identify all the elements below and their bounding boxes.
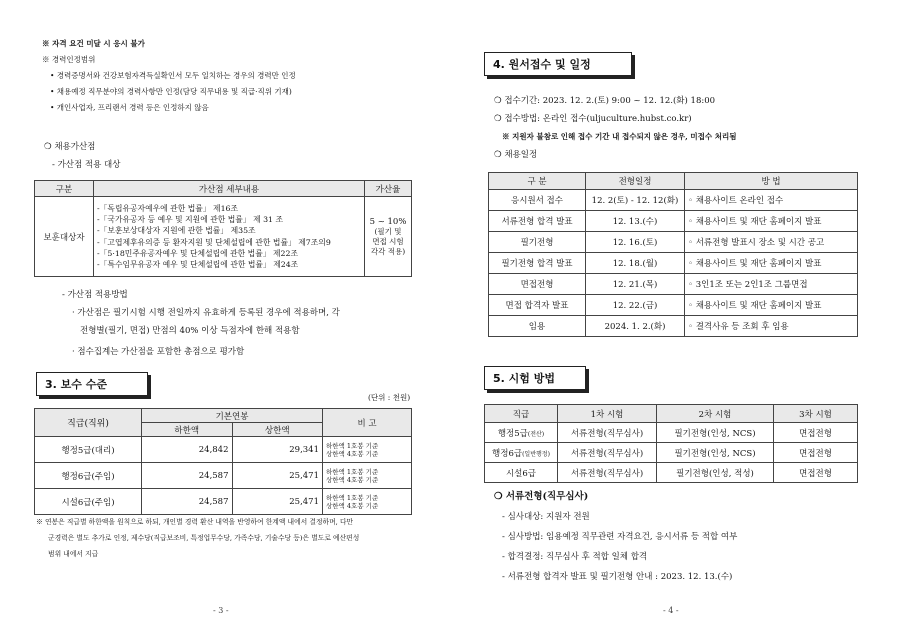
exam-second: 필기전형(인성, NCS) bbox=[657, 443, 774, 463]
pay-header-high: 상한액 bbox=[232, 423, 323, 437]
schedule-stage: 면접전형 bbox=[489, 274, 586, 295]
document-screening-item: - 서류전형 합격자 발표 및 필기전형 안내 : 2023. 12. 13.(수) bbox=[502, 572, 733, 582]
unit-label: (단위 : 천원) bbox=[368, 393, 411, 402]
schedule-stage: 면접 합격자 발표 bbox=[489, 295, 586, 316]
schedule-method: ◦ 채용사이트 및 재단 홈페이지 발표 bbox=[685, 295, 858, 316]
method-line: 전형별(필기, 면접) 만점의 40% 이상 득점자에 한해 적용함 bbox=[80, 326, 300, 336]
method-title: - 가산점 적용방법 bbox=[62, 290, 128, 300]
experience-bullet: • 경력증명서와 건강보험자격득실확인서 모두 일치하는 경우의 경력만 인정 bbox=[50, 71, 296, 80]
pay-low: 24,842 bbox=[142, 437, 233, 463]
law-item: -「특수임무유공자 예우 및 단체설립에 관한 법률」 제24조 bbox=[97, 259, 299, 269]
pay-header-grade: 직급(직위) bbox=[35, 409, 142, 437]
schedule-stage: 서류전형 합격 발표 bbox=[489, 211, 586, 232]
pay-row bbox=[35, 463, 412, 489]
section-3-title: 3. 보수 수준 bbox=[36, 372, 148, 396]
exam-grade-sub: (전산) bbox=[527, 430, 545, 438]
bonus-rate bbox=[365, 197, 412, 277]
pay-note bbox=[323, 437, 412, 463]
section-5-title: 5. 시험 방법 bbox=[484, 366, 586, 390]
method-text: ❍ 접수방법: 온라인 접수(uljuculture.hubst.co.kr) bbox=[494, 114, 692, 124]
bonus-table bbox=[34, 180, 412, 277]
schedule-method: ◦ 채용사이트 온라인 접수 bbox=[685, 190, 858, 211]
schedule-stage: 응시원서 접수 bbox=[489, 190, 586, 211]
schedule-date: 2024. 1. 2.(화) bbox=[586, 316, 685, 337]
schedule-method: ◦ 채용사이트 및 재단 홈페이지 발표 bbox=[685, 253, 858, 274]
exam-table bbox=[484, 404, 858, 483]
pay-low: 24,587 bbox=[142, 489, 233, 515]
pay-note bbox=[323, 463, 412, 489]
schedule-row bbox=[489, 274, 858, 295]
schedule-date: 12. 13.(수) bbox=[586, 211, 685, 232]
schedule-row bbox=[489, 232, 858, 253]
experience-title: ※ 경력인정범위 bbox=[42, 55, 96, 64]
schedule-stage: 임용 bbox=[489, 316, 586, 337]
pay-note-line: 상한액 4호봉 기준 bbox=[326, 501, 379, 510]
exam-third: 면접전형 bbox=[774, 443, 858, 463]
footnote-line: ※ 연봉은 직급별 하한액을 원칙으로 하되, 개인별 경력 환산 내역을 반영하여 한계액 내에서 결정하며, 다만 bbox=[36, 518, 354, 526]
bonus-header: 가산율 bbox=[365, 181, 412, 197]
schedule-stage: 필기전형 bbox=[489, 232, 586, 253]
exam-grade bbox=[485, 443, 558, 463]
bonus-header: 가산점 세부내용 bbox=[94, 181, 365, 197]
pay-row bbox=[35, 437, 412, 463]
period-text: ❍ 접수기간: 2023. 12. 2.(토) 9:00 ~ 12. 12.(화) 18:00 bbox=[494, 96, 716, 106]
exam-second: 필기전형(인성, NCS) bbox=[657, 423, 774, 443]
pay-note-line: 상한액 4호봉 기준 bbox=[326, 449, 379, 458]
exam-header: 2차 시험 bbox=[657, 405, 774, 423]
pay-footnote bbox=[36, 514, 416, 562]
bonus-heading: ❍ 채용가산점 bbox=[44, 142, 96, 152]
exam-first: 서류전형(직무심사) bbox=[558, 443, 657, 463]
document-screening-item: - 심사대상: 지원자 전원 bbox=[502, 512, 590, 522]
page-4 bbox=[450, 0, 900, 636]
schedule-row bbox=[489, 211, 858, 232]
page-number: - 4 - bbox=[663, 606, 679, 615]
pay-header-low: 하한액 bbox=[142, 423, 233, 437]
pay-high: 25,471 bbox=[232, 463, 323, 489]
pay-grade: 행정5급(대리) bbox=[35, 437, 142, 463]
schedule-method: ◦ 결격사유 등 조회 후 임용 bbox=[685, 316, 858, 337]
law-item: -「보훈보상대상자 지원에 관한 법률」 제35조 bbox=[97, 226, 256, 236]
pay-note-line: 하한액 1호봉 기준 bbox=[326, 441, 379, 450]
schedule-date: 12. 16.(토) bbox=[586, 232, 685, 253]
schedule-header: 전형일정 bbox=[586, 173, 685, 190]
document-screening-item: - 심사방법: 임용예정 직무관련 자격요건, 응시서류 등 적합 여부 bbox=[502, 532, 738, 542]
schedule-date: 12. 21.(목) bbox=[586, 274, 685, 295]
exam-header: 1차 시험 bbox=[558, 405, 657, 423]
pay-high: 25,471 bbox=[232, 489, 323, 515]
exam-row bbox=[485, 463, 858, 483]
footnote-line: 범위 내에서 지급 bbox=[48, 550, 99, 558]
exam-header: 3차 시험 bbox=[774, 405, 858, 423]
rate-value: 5 ~ 10% bbox=[369, 216, 407, 227]
exam-first: 서류전형(직무심사) bbox=[558, 423, 657, 443]
rate-note: 각각 적용) bbox=[370, 246, 406, 256]
exam-grade-label: 행정5급 bbox=[497, 428, 528, 439]
exam-grade bbox=[485, 463, 558, 483]
pay-header-note: 비 고 bbox=[323, 409, 412, 437]
schedule-heading: ❍ 채용일정 bbox=[494, 150, 538, 160]
document-screening-heading: ❍ 서류전형(직무심사) bbox=[494, 491, 589, 502]
schedule-row bbox=[489, 253, 858, 274]
exam-first: 서류전형(직무심사) bbox=[558, 463, 657, 483]
bonus-category: 보훈대상자 bbox=[35, 197, 94, 277]
schedule-row bbox=[489, 316, 858, 337]
exam-grade-label: 행정6급 bbox=[492, 448, 523, 459]
pay-header-base: 기본연봉 bbox=[142, 409, 323, 423]
footnote-line: 군경력은 별도 추가로 인정, 제수당(직급보조비, 특정업무수당, 가족수당, 기술수당 등)은 별도로 예산편성 bbox=[48, 534, 360, 542]
schedule-date: 12. 22.(금) bbox=[586, 295, 685, 316]
pay-note-line: 하한액 1호봉 기준 bbox=[326, 467, 379, 476]
exam-row bbox=[485, 443, 858, 463]
page-number: - 3 - bbox=[213, 606, 229, 615]
warning-text: ※ 자격 요건 미달 시 응시 불가 bbox=[42, 39, 145, 48]
law-item: -「5·18민주유공자예우 및 단체설립에 관한 법률」 제22조 bbox=[97, 248, 299, 258]
schedule-method: ◦ 서류전형 발표시 장소 및 시간 공고 bbox=[685, 232, 858, 253]
exam-third: 면접전형 bbox=[774, 463, 858, 483]
schedule-date: 12. 2(토) - 12. 12(화) bbox=[586, 190, 685, 211]
exam-row bbox=[485, 423, 858, 443]
pay-note-line: 하한액 1호봉 기준 bbox=[326, 493, 379, 502]
pay-grade: 행정6급(주임) bbox=[35, 463, 142, 489]
schedule-method: ◦ 3인1조 또는 2인1조 그룹면접 bbox=[685, 274, 858, 295]
bonus-subheading: - 가산점 적용 대상 bbox=[52, 160, 121, 170]
bonus-laws bbox=[94, 197, 365, 277]
exam-header: 직급 bbox=[485, 405, 558, 423]
bonus-header: 구분 bbox=[35, 181, 94, 197]
law-item: -「고엽제후유의증 등 환자지원 및 단체설립에 관한 법률」 제7조의9 bbox=[97, 237, 331, 247]
rate-note: (필기 및 bbox=[374, 226, 402, 236]
section-4-title: 4. 원서접수 및 일정 bbox=[484, 52, 632, 76]
exam-grade-label: 시설6급 bbox=[505, 468, 537, 479]
document-screening-item: - 합격결정: 직무심사 후 적합 일체 합격 bbox=[502, 552, 648, 562]
schedule-row bbox=[489, 190, 858, 211]
pay-row bbox=[35, 489, 412, 515]
pay-note bbox=[323, 489, 412, 515]
experience-bullet: • 개인사업자, 프리랜서 경력 등은 인정하지 않음 bbox=[50, 103, 209, 112]
method-line: · 가산점은 필기시험 시행 전일까지 유효하게 등록된 경우에 적용하며, 각 bbox=[72, 308, 340, 318]
exam-grade bbox=[485, 423, 558, 443]
schedule-header: 구 분 bbox=[489, 173, 586, 190]
pay-low: 24,587 bbox=[142, 463, 233, 489]
exam-third: 면접전형 bbox=[774, 423, 858, 443]
notice-text: ※ 지원자 불참로 인해 접수 기간 내 접수되지 않은 경우, 미접수 처리됨 bbox=[502, 132, 737, 141]
exam-second: 필기전형(인성, 적성) bbox=[657, 463, 774, 483]
exam-grade-sub: (일반행정) bbox=[522, 450, 550, 458]
schedule-method: ◦ 채용사이트 및 재단 홈페이지 발표 bbox=[685, 211, 858, 232]
pay-grade: 시설6급(주임) bbox=[35, 489, 142, 515]
schedule-stage: 필기전형 합격 발표 bbox=[489, 253, 586, 274]
rate-note: 면접 시험 bbox=[372, 236, 404, 246]
experience-bullet: • 채용예정 직무분야의 경력사항만 인정(담당 직무내용 및 직급·직위 기재) bbox=[50, 87, 292, 96]
schedule-table bbox=[488, 172, 858, 337]
schedule-row bbox=[489, 295, 858, 316]
law-item: -「국가유공자 등 예우 및 지원에 관한 법률」 제 31 조 bbox=[97, 215, 284, 225]
pay-table bbox=[34, 408, 412, 515]
law-item: -「독립유공자예우에 관한 법률」 제16조 bbox=[97, 203, 239, 213]
schedule-header: 방 법 bbox=[685, 173, 858, 190]
schedule-date: 12. 18.(월) bbox=[586, 253, 685, 274]
method-line: · 점수집계는 가산점을 포함한 총점으로 평가함 bbox=[72, 347, 245, 357]
pay-note-line: 상한액 4호봉 기준 bbox=[326, 475, 379, 484]
pay-high: 29,341 bbox=[232, 437, 323, 463]
